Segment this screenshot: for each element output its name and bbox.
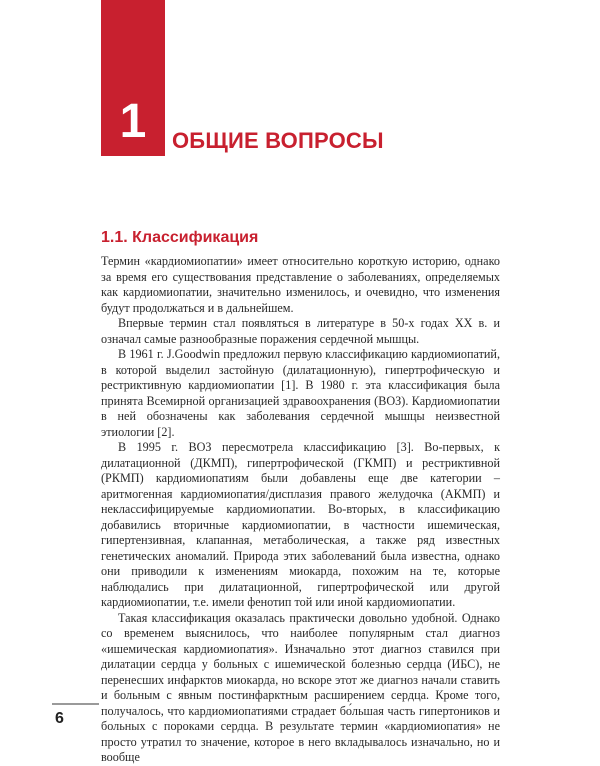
paragraph: Термин «кардиомиопатии» имеет относительно короткую историю, однако за время его существования представление о заболеваниях, определяемых как кардиомиопатии, значительно изменилось, и очевидно, что изменения будут продолжаться и в дальнейшем.: [101, 254, 500, 315]
section-heading: 1.1. Классификация: [101, 229, 259, 246]
body-text: [101, 254, 500, 766]
chapter-number-block: [101, 0, 165, 156]
paragraph: Впервые термин стал появляться в литературе в 50-х годах XX в. и означал самые разнообразные поражения сердечной мышцы.: [101, 316, 500, 346]
paragraph: В 1961 г. J.Goodwin предложил первую классификацию кардиомиопатий, в которой выделил застойную (дилатационную), гипертрофическую и рестриктивную кардиомиопатии [1]. В 1980 г. эта классификация была принята Всемирной организацией здравоохранения (ВОЗ). Кардиомиопатии в ней обозначены как заболевания сердечной мышцы неизвестной этиологии [2].: [101, 347, 500, 439]
footer-rule: [52, 703, 99, 705]
page-number: 6: [55, 710, 64, 727]
chapter-number: 1: [119, 95, 147, 148]
chapter-title: ОБЩИЕ ВОПРОСЫ: [172, 128, 384, 153]
paragraph: Такая классификация оказалась практически довольно удобной. Однако со временем выяснилось, что наиболее популярным стал диагноз «ишемическая кардиомиопатия». Изначально этот диагноз ставился при дилатации сердца у больных с ишемической болезнью сердца (ИБС), не перенесших инфарктов миокарда, но вскоре этот же диагноз начали ставить и больным с явным постинфарктным расширением сердца. Кроме того, получалось, что кардиомиопатиями страдает бо́льшая часть гипертоников и больных с пороками сердца. В результате термин «кардиомиопатия» не просто утратил то значение, которое в него вкладывалось изначально, но и вообще: [101, 610, 500, 764]
paragraph: В 1995 г. ВОЗ пересмотрела классификацию [3]. Во-первых, к дилатационной (ДКМП), гипертрофической (ГКМП) и рестриктивной (РКМП) кардиомиопатиям были добавлены еще две категории – аритмогенная кардиомиопатия/дисплазия правого желудочка (АКМП) и неклассифицируемые кардиомиопатии. Во-вторых, в классификацию добавились вторичные кардиомиопатии, в частности ишемическая, гипертензивная, клапанная, метаболическая, а также ряд известных генетических аномалий. Природа этих заболеваний была известна, однако они приводили к изменениям миокарда, похожим на те, которые наблюдались при дилатационной, гипертрофической или другой кардиомиопатии, т.е. имели фенотип той или иной кардиомиопатии.: [101, 440, 500, 609]
